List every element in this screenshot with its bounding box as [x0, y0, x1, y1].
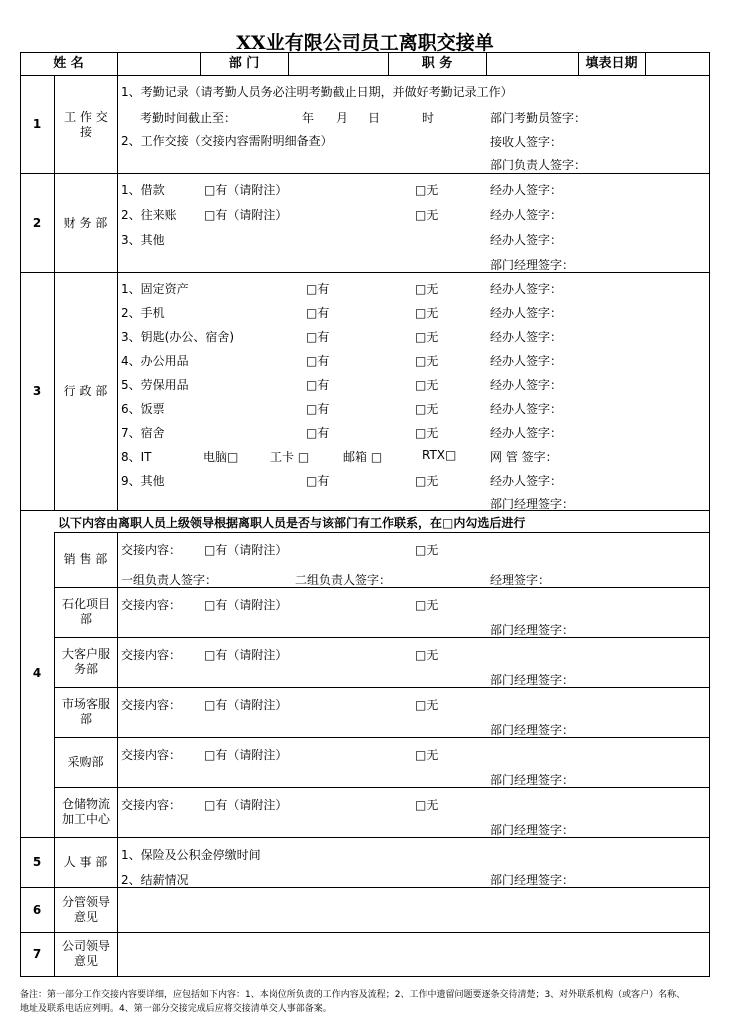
- finance-item: 3、其他: [121, 233, 165, 247]
- checkbox-yes[interactable]: □有（请附注）: [204, 698, 288, 712]
- sign-manager: 经理签字：: [490, 573, 551, 587]
- sign-handler: 经办人签字：: [490, 330, 563, 344]
- sign-dept-manager: 部门经理签字：: [490, 723, 575, 737]
- section-label-work: 工 作 交 接: [64, 110, 108, 139]
- handover-content-label: 交接内容：: [121, 543, 182, 557]
- sign-dept-head: 部门负责人签字：: [490, 158, 587, 172]
- section-label-admin: 行 政 部: [63, 384, 108, 398]
- checkbox-no[interactable]: □无: [415, 183, 439, 197]
- admin-item: 5、劳保用品: [121, 378, 189, 392]
- sign-handler: 经办人签字：: [490, 208, 563, 222]
- checkbox-rtx[interactable]: RTX□: [422, 448, 457, 462]
- checkbox-no[interactable]: □无: [415, 282, 439, 296]
- checkbox-yes[interactable]: □有（请附注）: [204, 798, 288, 812]
- handover-content-label: 交接内容：: [121, 648, 182, 662]
- checkbox-no[interactable]: □无: [415, 378, 439, 392]
- checkbox-yes[interactable]: □有: [306, 426, 330, 440]
- checkbox-yes[interactable]: □有（请附注）: [204, 598, 288, 612]
- checkbox-yes[interactable]: □有: [306, 282, 330, 296]
- handover-content-label: 交接内容：: [121, 698, 182, 712]
- sign-dept-manager: 部门经理签字：: [490, 823, 575, 837]
- finance-item: 1、借款: [121, 183, 165, 197]
- admin-item: 4、办公用品: [121, 354, 189, 368]
- checkbox-no[interactable]: □无: [415, 402, 439, 416]
- day-label: 日: [368, 111, 381, 125]
- checkbox-no[interactable]: □无: [415, 208, 439, 222]
- checkbox-yes[interactable]: □有: [306, 306, 330, 320]
- section-label-finance: 财 务 部: [63, 216, 108, 230]
- handover-content-label: 交接内容：: [121, 598, 182, 612]
- section-number: 3: [32, 384, 42, 398]
- checkbox-yes[interactable]: □有: [306, 474, 330, 488]
- checkbox-yes[interactable]: □有: [306, 354, 330, 368]
- sign-handler: 经办人签字：: [490, 426, 563, 440]
- sign-group1: 一组负责人签字：: [121, 573, 218, 587]
- checkbox-yes[interactable]: □有: [306, 378, 330, 392]
- hr-item: 1、保险及公积金停缴时间: [121, 848, 261, 862]
- checkbox-no[interactable]: □无: [415, 648, 439, 662]
- header-post-label: 职 务: [421, 56, 453, 71]
- sign-dept-manager: 部门经理签字：: [490, 873, 575, 887]
- dept-label-key-accounts: 大客户服务部: [61, 647, 110, 676]
- checkbox-computer[interactable]: 电脑□: [203, 450, 239, 464]
- checkbox-yes[interactable]: □有（请附注）: [204, 208, 288, 222]
- sign-group2: 二组负责人签字：: [295, 573, 392, 587]
- month-label: 月: [336, 111, 349, 125]
- checkbox-yes[interactable]: □有（请附注）: [204, 748, 288, 762]
- checkbox-no[interactable]: □无: [415, 748, 439, 762]
- page-title: XX业有限公司员工离职交接单: [236, 32, 494, 54]
- handover-content-label: 交接内容：: [121, 748, 182, 762]
- checkbox-mailbox[interactable]: 邮箱 □: [343, 450, 383, 464]
- admin-item: 7、宿舍: [121, 426, 165, 440]
- sign-handler: 经办人签字：: [490, 282, 563, 296]
- dept-label-market-service: 市场客服部: [61, 697, 110, 726]
- section-number: 5: [32, 855, 42, 869]
- section-number: 7: [32, 947, 42, 961]
- checkbox-yes[interactable]: □有（请附注）: [204, 183, 288, 197]
- sign-handler: 经办人签字：: [490, 474, 563, 488]
- section-label-hr: 人 事 部: [63, 855, 108, 869]
- checkbox-no[interactable]: □无: [415, 598, 439, 612]
- sign-dept-manager: 部门经理签字：: [490, 258, 575, 272]
- hr-item: 2、结薪情况: [121, 873, 189, 887]
- sign-receiver: 接收人签字：: [490, 135, 563, 149]
- checkbox-no[interactable]: □无: [415, 426, 439, 440]
- checkbox-yes[interactable]: □有: [306, 402, 330, 416]
- sign-handler: 经办人签字：: [490, 402, 563, 416]
- sign-dept-manager: 部门经理签字：: [490, 773, 575, 787]
- checkbox-no[interactable]: □无: [415, 330, 439, 344]
- checkbox-no[interactable]: □无: [415, 698, 439, 712]
- checkbox-no[interactable]: □无: [415, 798, 439, 812]
- admin-item: 3、钥匙(办公、宿舍): [121, 330, 234, 344]
- attendance-cutoff-label: 考勤时间截止至：: [140, 111, 237, 125]
- checkbox-no[interactable]: □无: [415, 354, 439, 368]
- checkbox-yes[interactable]: □有（请附注）: [204, 648, 288, 662]
- sign-dept-manager: 部门经理签字：: [490, 497, 575, 511]
- sign-handler: 经办人签字：: [490, 378, 563, 392]
- checkbox-no[interactable]: □无: [415, 543, 439, 557]
- checkbox-no[interactable]: □无: [415, 306, 439, 320]
- section-number: 4: [32, 666, 42, 680]
- admin-item: 9、其他: [121, 474, 165, 488]
- handover-content-label: 交接内容：: [121, 798, 182, 812]
- section-label-company-leader: 公司领导意见: [61, 939, 110, 968]
- dept-label-petrochem: 石化项目部: [61, 597, 110, 626]
- year-label: 年: [302, 111, 315, 125]
- section-number: 2: [32, 216, 42, 230]
- attendance-line: 1、考勤记录（请考勤人员务必注明考勤截止日期，并做好考勤记录工作）: [121, 85, 513, 99]
- hour-label: 时: [422, 111, 435, 125]
- sign-handler: 经办人签字：: [490, 233, 563, 247]
- checkbox-badge[interactable]: 工卡 □: [270, 450, 310, 464]
- sign-network-admin: 网 管 签字：: [490, 450, 558, 464]
- admin-item: 1、固定资产: [121, 282, 189, 296]
- sign-dept-manager: 部门经理签字：: [490, 623, 575, 637]
- admin-item: 2、手机: [121, 306, 165, 320]
- sign-attendance: 部门考勤员签字：: [490, 111, 587, 125]
- footnote: 备注：第一部分工作交接内容要详细，应包括如下内容：1、本岗位所负责的工作内容及流程；2、工作中遗留问题要逐条交待清楚；3、对外联系机构（或客户）名称、地址及联系电话应列明。4、第一部分交接完成后应将交接清单交人事部备案。: [20, 990, 686, 1014]
- checkbox-yes[interactable]: □有: [306, 330, 330, 344]
- finance-item: 2、往来账: [121, 208, 177, 222]
- dept-label-logistics: 仓储物流加工中心: [61, 797, 110, 826]
- header-dept-label: 部 门: [228, 56, 260, 71]
- header-name-label: 姓 名: [53, 56, 84, 71]
- sign-handler: 经办人签字：: [490, 354, 563, 368]
- dept-label-sales: 销 售 部: [63, 552, 108, 566]
- handover-line: 2、工作交接（交接内容需附明细备查）: [121, 134, 333, 148]
- checkbox-no[interactable]: □无: [415, 474, 439, 488]
- admin-item: 6、饭票: [121, 402, 165, 416]
- section-number: 6: [32, 903, 42, 917]
- sign-handler: 经办人签字：: [490, 183, 563, 197]
- admin-item-it: 8、IT: [121, 450, 152, 464]
- checkbox-yes[interactable]: □有（请附注）: [204, 543, 288, 557]
- dept-label-purchasing: 采购部: [67, 755, 104, 769]
- header-date-label: 填表日期: [585, 56, 638, 71]
- sign-handler: 经办人签字：: [490, 306, 563, 320]
- section4-intro: 以下内容由离职人员上级领导根据离职人员是否与该部门有工作联系，在□内勾选后进行: [58, 516, 526, 530]
- sign-dept-manager: 部门经理签字：: [490, 673, 575, 687]
- section-number: 1: [32, 117, 42, 131]
- section-label-supervisor: 分管领导意见: [61, 895, 110, 924]
